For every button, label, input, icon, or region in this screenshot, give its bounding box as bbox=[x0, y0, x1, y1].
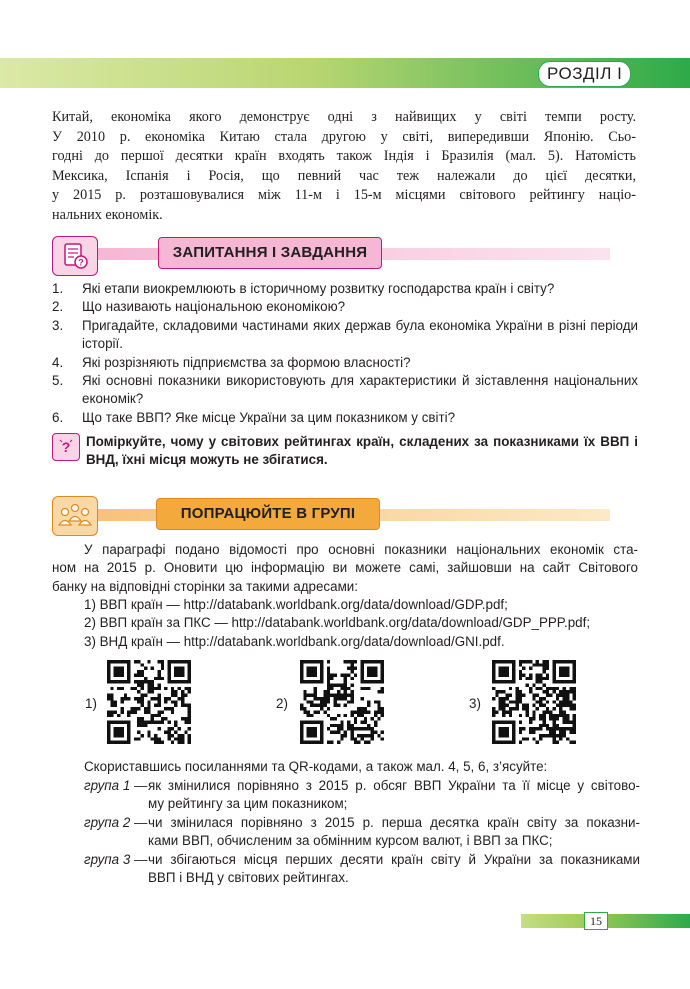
intro-line: У 2010 р. економіка Китаю стала другою у світі, випередивши Японію. Сьо- bbox=[52, 128, 636, 145]
list-item: 5. Які основні показники використовують для характеристики й зіставлення національних економік? bbox=[52, 373, 638, 407]
group-paragraph bbox=[52, 541, 638, 596]
page-number: 15 bbox=[584, 912, 608, 930]
group-label: група 1 — bbox=[84, 778, 148, 793]
section-label: РОЗДІЛ I bbox=[538, 61, 631, 87]
qr-label: 3) bbox=[469, 696, 481, 711]
list-item: 3. Пригадайте, складовими частинами яких держав була економіка України в різні періоди історії. bbox=[52, 317, 638, 352]
qr-code-icon[interactable] bbox=[492, 660, 576, 744]
document-question-icon bbox=[52, 236, 98, 276]
intro-line: годні до першої десятки країн входять також Індія і Бразилія (мал. 5). Натомість bbox=[52, 148, 636, 165]
gni-link[interactable]: 3) ВНД країн — http://databank.worldbank.org/data/download/GNI.pdf. bbox=[84, 633, 505, 649]
group-task: група 1 — як змінилися порівняно з 2015 р. обсяг ВВП України та її місце у світово- му рейтингу за цим показником; bbox=[84, 778, 640, 812]
intro-line: Китай, економіка якого демонструє одні з найвищих у світі темпи росту. bbox=[52, 109, 636, 125]
group-heading: ПОПРАЦЮЙТЕ В ГРУПІ bbox=[156, 498, 380, 530]
qr-code-icon[interactable] bbox=[300, 660, 384, 744]
link-list bbox=[84, 596, 644, 651]
instruction: Скориставшись посиланнями та QR-кодами, а також мал. 4, 5, 6, з’ясуйте: bbox=[84, 759, 548, 774]
list-item: 6. Що таке ВВП? Яке місце України за цим показником у світі? bbox=[52, 409, 456, 425]
svg-text:?: ? bbox=[61, 439, 71, 455]
list-item: 2. Що називають національною економікою? bbox=[52, 299, 346, 315]
think-prompt bbox=[86, 433, 638, 470]
questions-heading: ЗАПИТАННЯ І ЗАВДАННЯ bbox=[158, 237, 382, 269]
think-line: ВНД, їхні місця можуть не збігатися. bbox=[86, 452, 328, 468]
list-item: 4. Які розрізняють підприємства за формою власності? bbox=[52, 354, 411, 370]
list-item: 1. Які етапи виокремлюють в історичному розвитку господарства країн і світу? bbox=[52, 281, 555, 296]
gdp-ppp-link[interactable]: 2) ВВП країн за ПКС — http://databank.worldbank.org/data/download/GDP_PPP.pdf; bbox=[84, 615, 591, 631]
qr-label: 2) bbox=[276, 696, 288, 711]
qr-code-icon[interactable] bbox=[107, 660, 191, 744]
intro-line: у 2015 р. розташовувалися між 11-м і 15-м місцями світового рейтингу націо- bbox=[52, 187, 636, 204]
think-line: Поміркуйте, чому у світових рейтингах країн, складених за показниками їх ВВП і bbox=[86, 434, 638, 449]
group-people-icon bbox=[52, 496, 98, 536]
group-tasks bbox=[84, 777, 640, 887]
group-task: група 3 — чи збігаються місця перших десяти країн світу й України за показниками ВВП і ВНД у світових рейтингах. bbox=[84, 851, 640, 886]
svg-text:?: ? bbox=[78, 257, 84, 268]
intro-line: нальних економік. bbox=[52, 206, 163, 223]
group-label: група 2 — bbox=[84, 814, 148, 830]
para-line: У параграфі подано відомості про основні показники національних економік ста- bbox=[84, 542, 638, 557]
intro-paragraph bbox=[52, 108, 636, 226]
qr-label: 1) bbox=[85, 696, 97, 711]
thinking-question-icon bbox=[52, 433, 80, 461]
questions-list bbox=[52, 280, 638, 427]
para-line: банку на відповідні сторінки за такими адресами: bbox=[52, 578, 358, 594]
group-label: група 3 — bbox=[84, 851, 148, 867]
gdp-link[interactable]: 1) ВВП країн — http://databank.worldbank.org/data/download/GDP.pdf; bbox=[84, 597, 508, 612]
para-line: ном на 2015 р. Оновити цю інформацію ви можете самі, зайшовши на сайт Світового bbox=[52, 560, 638, 576]
group-task: група 2 — чи змінилася порівняно з 2015 р. перша десятка країн світу за показни- ками ВВП, обчисленим за обмінним курсом валют, і ВВП за ПКС; bbox=[84, 814, 640, 849]
intro-line: Мексика, Іспанія і Росія, що певний час теж належали до цієї десятки, bbox=[52, 167, 636, 184]
